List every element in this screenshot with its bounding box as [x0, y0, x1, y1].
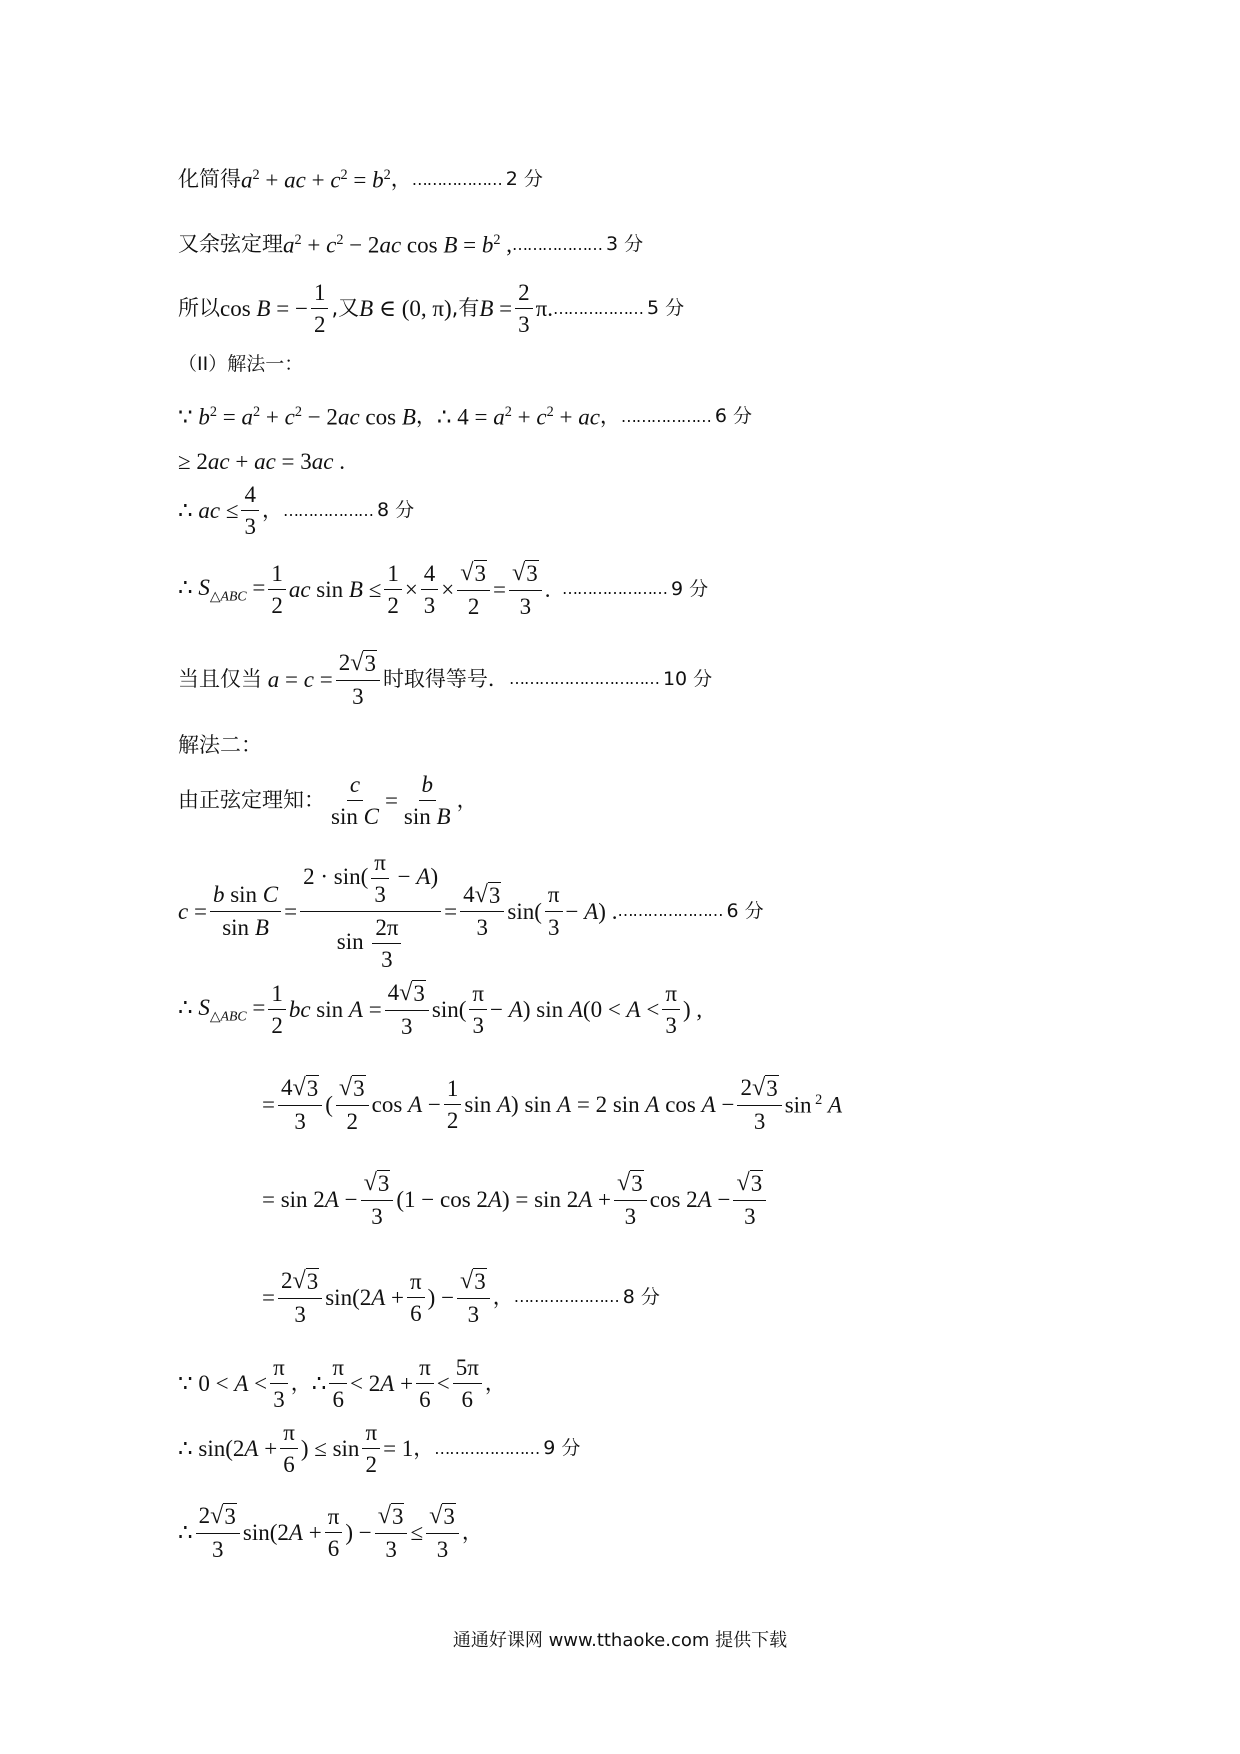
score: 5 分 [647, 297, 685, 320]
line-expand-1: = 4 √ 3 3 ( √ 3 2 cos A − $\frac{1}{2}$ sin A) sin A = 2 sin A cos A − 2 √ 3 3 sin $^2$ A [262, 1074, 843, 1134]
line-b-squared: ∵ $b^2 = a^2 + c^2 - 2ac$ cos B ， ∴ $4 = a^2 + c^2$ + ac ， ……………… 6 分 [178, 404, 753, 430]
score: 8 分 [622, 1285, 660, 1308]
line-sin-bound: ∴ sin(2A + $\frac{\pi}{6}$ ) ≤ sin $\frac{\pi}{2}$ = 1 ， ………………… 9 分 [178, 1420, 581, 1478]
text-simplify: 化简得 [178, 167, 241, 192]
line-inequality: ≥ 2ac + ac = 3ac . [178, 449, 345, 474]
score: 2 分 [505, 168, 543, 191]
dots: ……………… [620, 406, 711, 426]
dots: ………………… [617, 901, 723, 921]
line-simplify: 化简得 $a^2$ + ac + $c^2 = b^2$ ， ……………… 2 分 [178, 167, 543, 193]
dots: ……………… [282, 500, 373, 520]
footer-text: 通通好课网 www.tthaoke.com 提供下载 [452, 1630, 788, 1651]
text-therefore: 所以 [178, 296, 220, 321]
line-expand-3: = 2 √ 3 3 sin(2A + $\frac{\pi}{6}$ ) − √ 3 3 ， ………………… 8 分 [262, 1267, 660, 1327]
dots: ………………… [562, 579, 668, 599]
line-ac-bound: ∴ ac ≤ $\frac{4}{3}$ ， ……………… 8 分 [178, 482, 415, 540]
score: 8 分 [376, 499, 415, 522]
dots: ……………… [411, 169, 502, 189]
formula: $a^2 + c^2 - 2ac$ $\cos B = b^2$ [283, 232, 501, 258]
line-final-bound: ∴ 2 √ 3 3 sin(2A + $\frac{\pi}{6}$ ) − √ 3 3 ≤ √ 3 3 ， [178, 1502, 483, 1562]
score: 6 分 [714, 405, 753, 428]
score: 9 分 [543, 1437, 581, 1460]
score: 9 分 [671, 577, 709, 600]
formula: $a^2$ + ac + $c^2 = b^2$ [241, 167, 391, 193]
line-equality-condition: 当且仅当 a = c = 2 √ 3 3 时取得等号． ………………………… 10 分 [178, 649, 713, 709]
line-cosine-rule: 又余弦定理 $a^2 + c^2 - 2ac$ $\cos B = b^2$ , ……………… 3 分 [178, 232, 644, 258]
line-area-bound: ∴ $S_{\triangle ABC}$ = $\frac{1}{2}$ ac sin B ≤ $\frac{1}{2}$ × $\frac{4}{3}$ × √ 3 2 = √ 3 3 . ………………… 9 分 [178, 559, 709, 619]
line-a-range: ∵ 0 < A < $\frac{\pi}{3}$ ， ∴ $\frac{\pi}{6}$ < 2A + $\frac{\pi}{6}$ < $\frac{5\pi}{6}$ ， [178, 1355, 506, 1413]
dots: ………………… [513, 1287, 619, 1307]
line-c-expression: c = $\frac{\text{b sin C}}{\text{sin B}}$ = 2 · sin( $\frac{\pi}{3}$ − A) sin $\frac{2\pi}{3}$ = 4 √ 3 3 sin( $\frac{\pi}{3}$ − A) . ………………… 6 分 [178, 850, 764, 972]
score: 6 分 [726, 899, 764, 922]
heading-method-two: 解法二： [178, 733, 262, 757]
dots: ……………… [512, 234, 602, 254]
score: 10 分 [662, 667, 713, 690]
dots: ……………… [553, 298, 644, 318]
dots: ………………………… [508, 669, 659, 689]
line-area-expression: ∴ $S_{\triangle ABC}$ = $\frac{1}{2}$ bc sin A = 4 √ 3 3 sin( $\frac{\pi}{3}$ − A) sin A(0 < A < $\frac{\pi}{3}$ ) , [178, 979, 703, 1039]
line-cos-b: 所以 cos B = − $\frac{1}{2}$ ,又 B ∈ (0, π) ,有 B = $\frac{2}{3}$ π. ……………… 5 分 [178, 280, 685, 338]
line-expand-2: = sin 2A − √ 3 3 (1 − cos 2A) = sin 2A + √ 3 3 cos 2A − √ 3 3 [262, 1170, 769, 1229]
score: 3 分 [606, 233, 644, 256]
dots: ………………… [434, 1438, 540, 1458]
line-sine-rule: 由正弦定理知： $\frac{c}{\text{sin C}}$ = $\frac{b}{\text{sin B}}$ ， [178, 772, 478, 830]
text-cosine-rule: 又余弦定理 [178, 232, 283, 257]
heading-method-one: （II）解法一： [178, 353, 304, 375]
